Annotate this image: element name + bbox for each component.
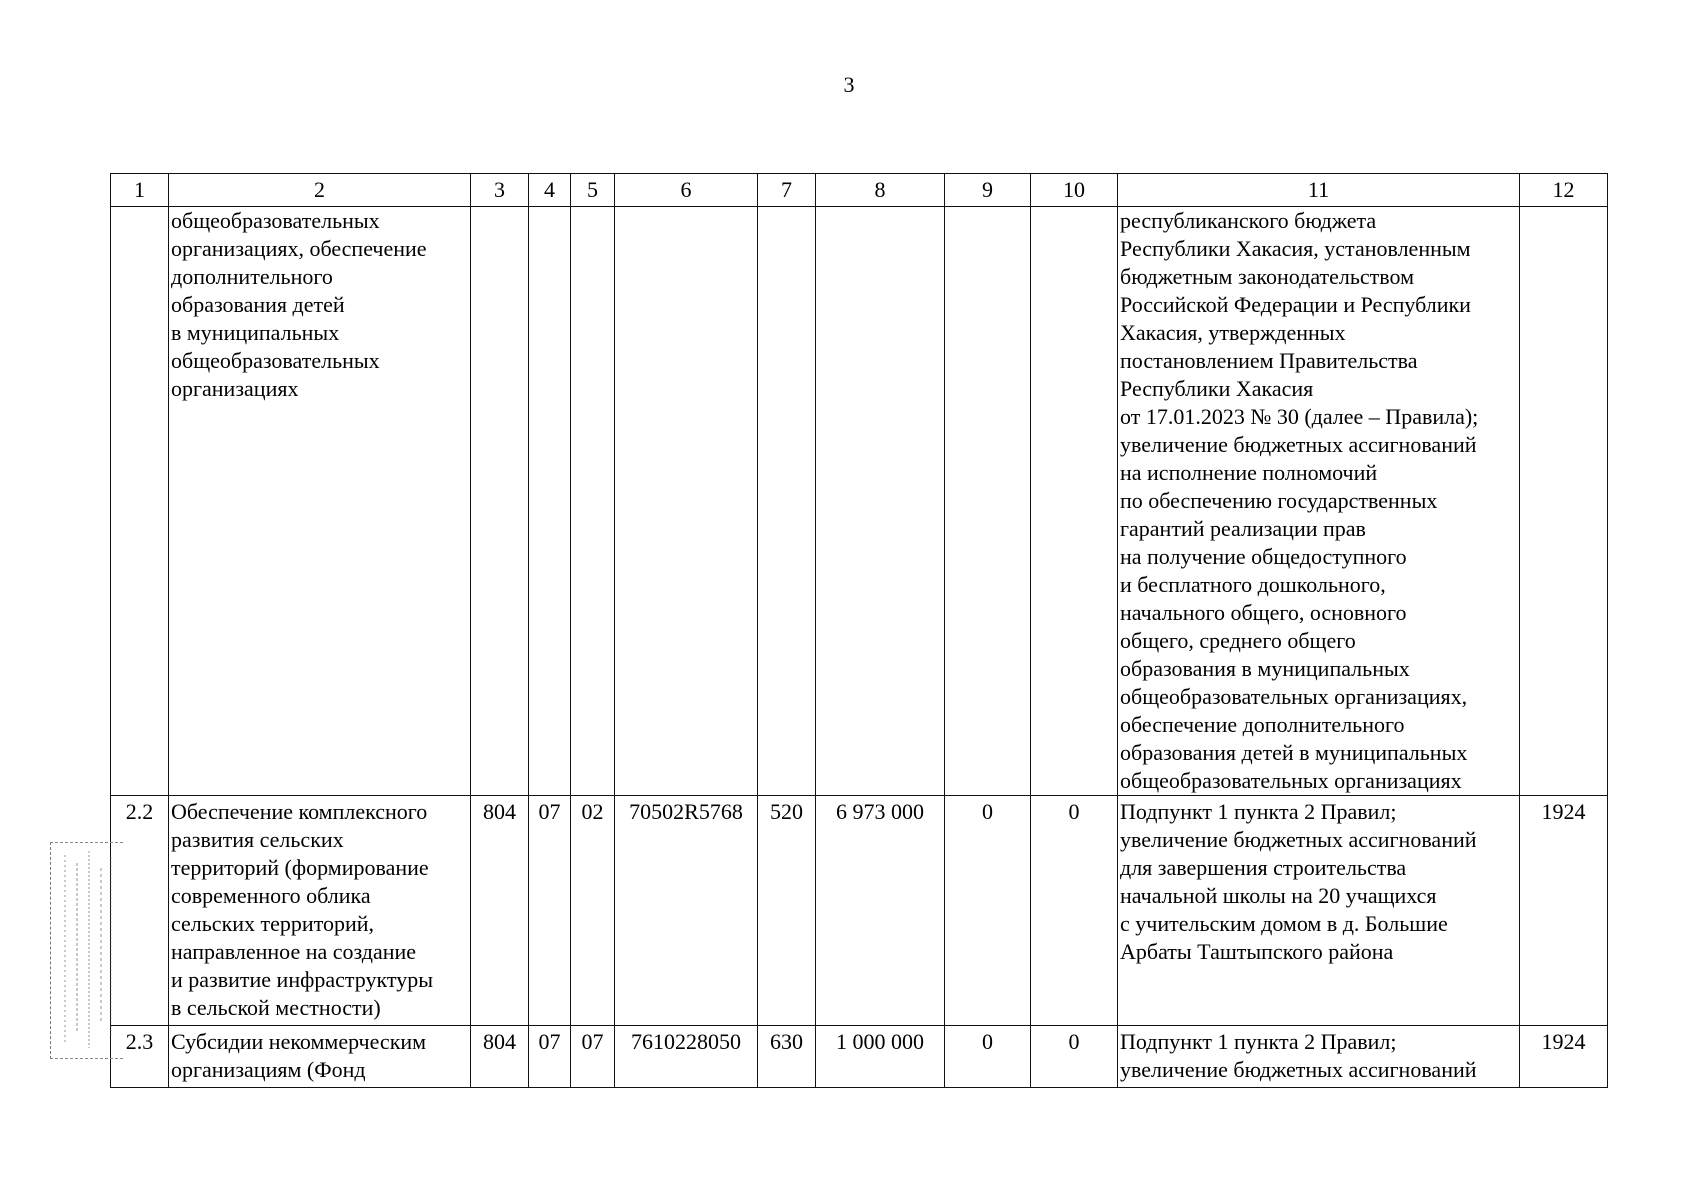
justification: Подпункт 1 пункта 2 Правил; увеличение бюджетных ассигнований для завершения строительства начальной школы на 20 учащихся с учительским домом в д. Большие Арбаты Таштыпского района <box>1118 796 1520 1026</box>
amount-current-year: 6 973 000 <box>816 796 945 1026</box>
ministry-code: 804 <box>471 796 529 1026</box>
budget-table <box>110 173 1608 1088</box>
col-header-8: 8 <box>816 174 945 207</box>
col-header-6: 6 <box>615 174 758 207</box>
expense-name: Субсидии некоммерческим организациям (Фонд <box>169 1026 471 1088</box>
justification: Подпункт 1 пункта 2 Правил; увеличение бюджетных ассигнований <box>1118 1026 1520 1088</box>
expense-type-code: 520 <box>758 796 816 1026</box>
ministry-code: 804 <box>471 1026 529 1088</box>
section-code: 07 <box>529 1026 571 1088</box>
table-row <box>111 1026 1608 1088</box>
section-code <box>529 207 571 796</box>
row-number: 2.2 <box>111 796 169 1026</box>
col-header-7: 7 <box>758 174 816 207</box>
source-code: 1924 <box>1520 796 1608 1026</box>
subsection-code: 02 <box>571 796 615 1026</box>
amount-year-3 <box>1031 207 1118 796</box>
col-header-1: 1 <box>111 174 169 207</box>
justification: республиканского бюджета Республики Хакасия, установленным бюджетным законодательством Российской Федерации и Республики Хакасия, утвержденных постановлением Правительства Республики Хакасия от 17.01.2023 № 30 (далее – Правила); увеличение бюджетных ассигнований на исполнение полномочий по обеспечению государственных гарантий реализации прав на получение общедоступного и бесплатного дошкольного, начального общего, основного общего, среднего общего образования в муниципальных общеобразовательных организациях, обеспечение дополнительного образования детей в муниципальных общеобразовательных организациях <box>1118 207 1520 796</box>
expense-name: Обеспечение комплексного развития сельских территорий (формирование современного облика сельских территорий, направленное на создание и развитие инфраструктуры в сельской местности) <box>169 796 471 1026</box>
amount-year-3: 0 <box>1031 796 1118 1026</box>
row-number: 2.3 <box>111 1026 169 1088</box>
expense-name: общеобразовательных организациях, обеспечение дополнительного образования детей в муниципальных общеобразовательных организациях <box>169 207 471 796</box>
col-header-11: 11 <box>1118 174 1520 207</box>
row-number <box>111 207 169 796</box>
section-code: 07 <box>529 796 571 1026</box>
expense-type-code <box>758 207 816 796</box>
col-header-10: 10 <box>1031 174 1118 207</box>
registration-stamp <box>50 842 123 1059</box>
amount-current-year <box>816 207 945 796</box>
col-header-12: 12 <box>1520 174 1608 207</box>
table-row <box>111 796 1608 1026</box>
amount-current-year: 1 000 000 <box>816 1026 945 1088</box>
stamp-graphic <box>51 843 123 1058</box>
amount-year-2: 0 <box>945 796 1031 1026</box>
header-row <box>111 174 1608 207</box>
col-header-4: 4 <box>529 174 571 207</box>
subsection-code <box>571 207 615 796</box>
target-article-code: 70502R5768 <box>615 796 758 1026</box>
amount-year-2: 0 <box>945 1026 1031 1088</box>
col-header-2: 2 <box>169 174 471 207</box>
expense-type-code: 630 <box>758 1026 816 1088</box>
col-header-3: 3 <box>471 174 529 207</box>
ministry-code <box>471 207 529 796</box>
target-article-code: 7610228050 <box>615 1026 758 1088</box>
col-header-9: 9 <box>945 174 1031 207</box>
col-header-5: 5 <box>571 174 615 207</box>
source-code <box>1520 207 1608 796</box>
source-code: 1924 <box>1520 1026 1608 1088</box>
amount-year-3: 0 <box>1031 1026 1118 1088</box>
page-number: 3 <box>843 72 855 97</box>
subsection-code: 07 <box>571 1026 615 1088</box>
table-row <box>111 207 1608 796</box>
amount-year-2 <box>945 207 1031 796</box>
target-article-code <box>615 207 758 796</box>
